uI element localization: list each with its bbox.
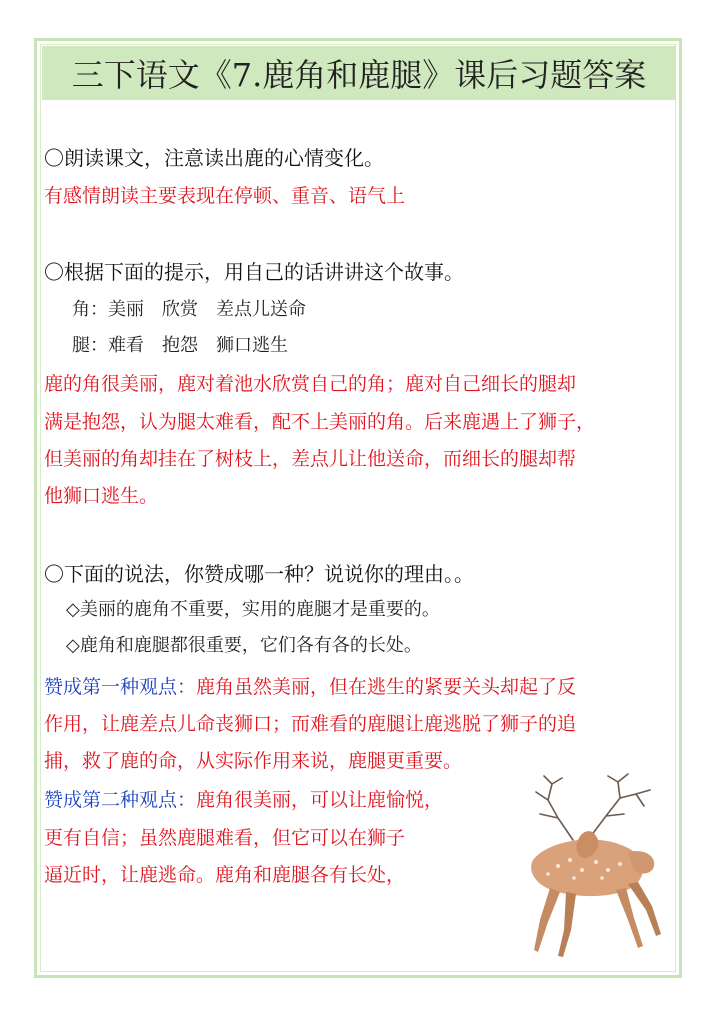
q3-view1-text: 鹿角虽然美丽，但在逃生的紧要关头却起了反 (196, 676, 577, 698)
q2-hint-leg: 腿：难看 抱怨 狮口逃生 (72, 335, 288, 356)
q3-view2-label: 赞成第二种观点： (44, 789, 197, 811)
q3-view2-text: 鹿角很美丽，可以让鹿愉悦， (196, 789, 444, 811)
q3-view2-line (44, 786, 443, 814)
q3-view1-line: 作用，让鹿差点儿命丧狮口；而难看的鹿腿让鹿逃脱了狮子的追 (44, 713, 577, 735)
q1-answer: 有感情朗读主要表现在停顿、重音、语气上 (44, 185, 406, 207)
q3-view2-line: 逼近时，让鹿逃命。鹿角和鹿腿各有长处， (44, 864, 406, 886)
deer-icon (531, 831, 661, 957)
page-title: 三下语文《7.鹿角和鹿腿》课后习题答案 (42, 46, 676, 100)
q2-answer-line: 但美丽的角却挂在了树枝上，差点儿让他送命，而细长的腿却帮 (44, 448, 577, 470)
q3-view1-line: 捕，救了鹿的命，从实际作用来说，鹿腿更重要。 (44, 750, 463, 772)
deer-illustration (478, 770, 683, 970)
q3-question: 〇下面的说法，你赞成哪一种？说说你的理由。。 (44, 562, 474, 586)
q2-answer-line: 满是抱怨，认为腿太难看，配不上美丽的角。后来鹿遇上了狮子， (44, 411, 596, 433)
q2-question: 〇根据下面的提示，用自己的话讲讲这个故事。 (44, 260, 464, 284)
q1-question: 〇朗读课文，注意读出鹿的心情变化。 (44, 146, 384, 170)
q3-view1-line (44, 673, 576, 701)
q3-option-2: ◇鹿角和鹿腿都很重要，它们各有各的长处。 (66, 635, 422, 656)
q2-answer-line: 鹿的角很美丽，鹿对着池水欣赏自己的角；鹿对自己细长的腿却 (44, 373, 577, 395)
antler-icon (536, 774, 650, 840)
q3-option-1: ◇美丽的鹿角不重要，实用的鹿腿才是重要的。 (66, 599, 440, 620)
q3-view1-label: 赞成第一种观点： (44, 676, 197, 698)
q2-hint-horn: 角：美丽 欣赏 差点儿送命 (72, 299, 306, 320)
q3-view2-line: 更有自信；虽然鹿腿难看，但它可以在狮子 (44, 827, 406, 849)
q2-answer-line: 他狮口逃生。 (44, 485, 159, 507)
